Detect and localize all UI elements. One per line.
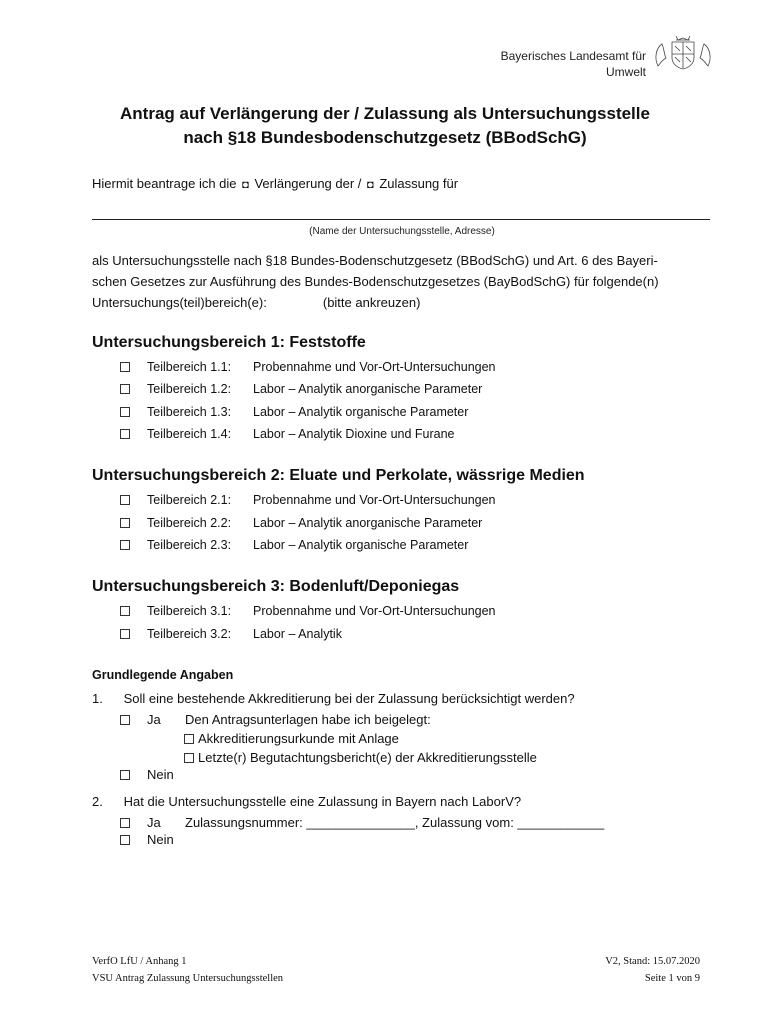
- item-label: Labor – Analytik: [253, 627, 342, 641]
- item-code: Teilbereich 3.1:: [147, 604, 232, 618]
- checkbox-2-3[interactable]: [120, 540, 130, 550]
- option-admission-label: Zulassung für: [379, 176, 459, 191]
- question-1-number: 1.: [92, 691, 103, 706]
- intro-prefix: Hiermit beantrage ich die: [92, 176, 237, 191]
- q1-sub-option-2[interactable]: [184, 750, 537, 765]
- question-2-text: Hat die Untersuchungsstelle eine Zulassung in Bayern nach LaborV?: [123, 794, 522, 809]
- checkbox-1-2[interactable]: [120, 384, 130, 394]
- agency-name-line2: Umwelt: [605, 65, 646, 79]
- item-code: Teilbereich 1.1:: [147, 360, 232, 374]
- checkbox-row-1-3[interactable]: [120, 403, 468, 421]
- intro-line: [92, 176, 458, 191]
- option-renewal-label: Verlängerung der /: [254, 176, 362, 191]
- paragraph-line3a: Untersuchungs(teil)bereich(e):: [92, 295, 267, 310]
- checkbox-2-1[interactable]: [120, 495, 130, 505]
- q2-yes-label: Ja: [147, 815, 161, 830]
- basics-heading: Grundlegende Angaben: [92, 668, 234, 682]
- page-title: [0, 102, 770, 150]
- q1-sub-label-1: Akkreditierungsurkunde mit Anlage: [198, 731, 399, 746]
- q2-no-label: Nein: [147, 832, 174, 847]
- option-renewal-radio[interactable]: ◘: [242, 179, 249, 191]
- item-code: Teilbereich 2.1:: [147, 493, 232, 507]
- checkbox-3-1[interactable]: [120, 606, 130, 616]
- item-label: Probennahme und Vor-Ort-Untersuchungen: [253, 604, 496, 618]
- footer-page-number: Seite 1 von 9: [644, 973, 700, 984]
- footer-right: [605, 953, 700, 987]
- checkbox-row-3-1[interactable]: [120, 602, 496, 620]
- section-title-2: Untersuchungsbereich 2: Eluate und Perkolate, wässrige Medien: [92, 467, 585, 484]
- q1-yes-checkbox[interactable]: [120, 715, 130, 725]
- checkbox-row-1-1[interactable]: [120, 358, 496, 376]
- paragraph-line1: als Untersuchungsstelle nach §18 Bundes-Bodenschutzgesetz (BBodSchG) und Art. 6 des Bayeri-: [92, 253, 658, 268]
- item-label: Labor – Analytik anorganische Parameter: [253, 516, 483, 530]
- item-label: Probennahme und Vor-Ort-Untersuchungen: [253, 493, 496, 507]
- checkbox-row-2-1[interactable]: [120, 491, 496, 509]
- name-address-field[interactable]: [92, 210, 710, 220]
- item-label: Labor – Analytik organische Parameter: [253, 405, 469, 419]
- question-1-text: Soll eine bestehende Akkreditierung bei der Zulassung berücksichtigt werden?: [123, 691, 575, 706]
- q1-sub-option-1[interactable]: [184, 731, 399, 746]
- q2-yes-checkbox[interactable]: [120, 818, 130, 828]
- item-code: Teilbereich 1.2:: [147, 382, 232, 396]
- paragraph-line2: schen Gesetzes zur Ausführung des Bundes-Bodenschutzgesetzes (BayBodSchG) für folgende(n): [92, 274, 659, 289]
- checkbox-1-3[interactable]: [120, 407, 130, 417]
- question-2-number: 2.: [92, 794, 103, 809]
- paragraph-line3b: (bitte ankreuzen): [322, 295, 421, 310]
- checkbox-3-2[interactable]: [120, 629, 130, 639]
- checkbox-1-4[interactable]: [120, 429, 130, 439]
- item-code: Teilbereich 3.2:: [147, 627, 232, 641]
- q1-sub-checkbox-2[interactable]: [184, 753, 194, 763]
- option-admission-radio[interactable]: ◘: [367, 179, 374, 191]
- q1-yes-label: Ja: [147, 712, 161, 727]
- q1-no-option[interactable]: [120, 767, 185, 782]
- q1-no-label: Nein: [147, 767, 174, 782]
- item-label: Labor – Analytik anorganische Parameter: [253, 382, 483, 396]
- agency-name-line1: Bayerisches Landesamt für: [500, 49, 646, 63]
- question-2: [92, 794, 521, 809]
- item-code: Teilbereich 1.4:: [147, 427, 232, 441]
- footer-version: V2, Stand: 15.07.2020: [605, 956, 700, 967]
- q1-yes-option[interactable]: [120, 712, 431, 727]
- item-label: Probennahme und Vor-Ort-Untersuchungen: [253, 360, 496, 374]
- title-line2: nach §18 Bundesbodenschutzgesetz (BBodSchG): [183, 128, 587, 147]
- q2-no-option[interactable]: [120, 832, 185, 847]
- q2-yes-note[interactable]: Zulassungsnummer: _______________, Zulassung vom: ____________: [185, 815, 605, 830]
- section-title-3: Untersuchungsbereich 3: Bodenluft/Deponiegas: [92, 578, 460, 595]
- q2-no-checkbox[interactable]: [120, 835, 130, 845]
- footer-left: [92, 953, 283, 987]
- q1-no-checkbox[interactable]: [120, 770, 130, 780]
- item-code: Teilbereich 1.3:: [147, 405, 232, 419]
- intro-paragraph: [92, 250, 722, 313]
- question-1: [92, 691, 575, 706]
- checkbox-row-1-2[interactable]: [120, 380, 482, 398]
- bavarian-coat-of-arms-icon: [650, 34, 716, 72]
- item-label: Labor – Analytik organische Parameter: [253, 538, 469, 552]
- agency-name: [501, 48, 646, 80]
- section-title-1: Untersuchungsbereich 1: Feststoffe: [92, 334, 366, 351]
- checkbox-row-2-3[interactable]: [120, 536, 468, 554]
- item-code: Teilbereich 2.3:: [147, 538, 232, 552]
- checkbox-2-2[interactable]: [120, 518, 130, 528]
- checkbox-1-1[interactable]: [120, 362, 130, 372]
- footer-left-line1: VerfO LfU / Anhang 1: [92, 956, 187, 967]
- q1-sub-label-2: Letzte(r) Begutachtungsbericht(e) der Akkreditierungsstelle: [198, 750, 537, 765]
- footer-left-line2: VSU Antrag Zulassung Untersuchungsstellen: [92, 973, 284, 984]
- name-address-caption: (Name der Untersuchungsstelle, Adresse): [309, 226, 495, 237]
- q2-yes-option[interactable]: [120, 815, 604, 830]
- q1-sub-checkbox-1[interactable]: [184, 734, 194, 744]
- item-label: Labor – Analytik Dioxine und Furane: [253, 427, 455, 441]
- q1-yes-note: Den Antragsunterlagen habe ich beigelegt:: [185, 712, 431, 727]
- checkbox-row-1-4[interactable]: [120, 425, 455, 443]
- checkbox-row-3-2[interactable]: [120, 625, 342, 643]
- title-line1: Antrag auf Verlängerung der / Zulassung als Untersuchungsstelle: [120, 104, 650, 123]
- item-code: Teilbereich 2.2:: [147, 516, 232, 530]
- checkbox-row-2-2[interactable]: [120, 514, 482, 532]
